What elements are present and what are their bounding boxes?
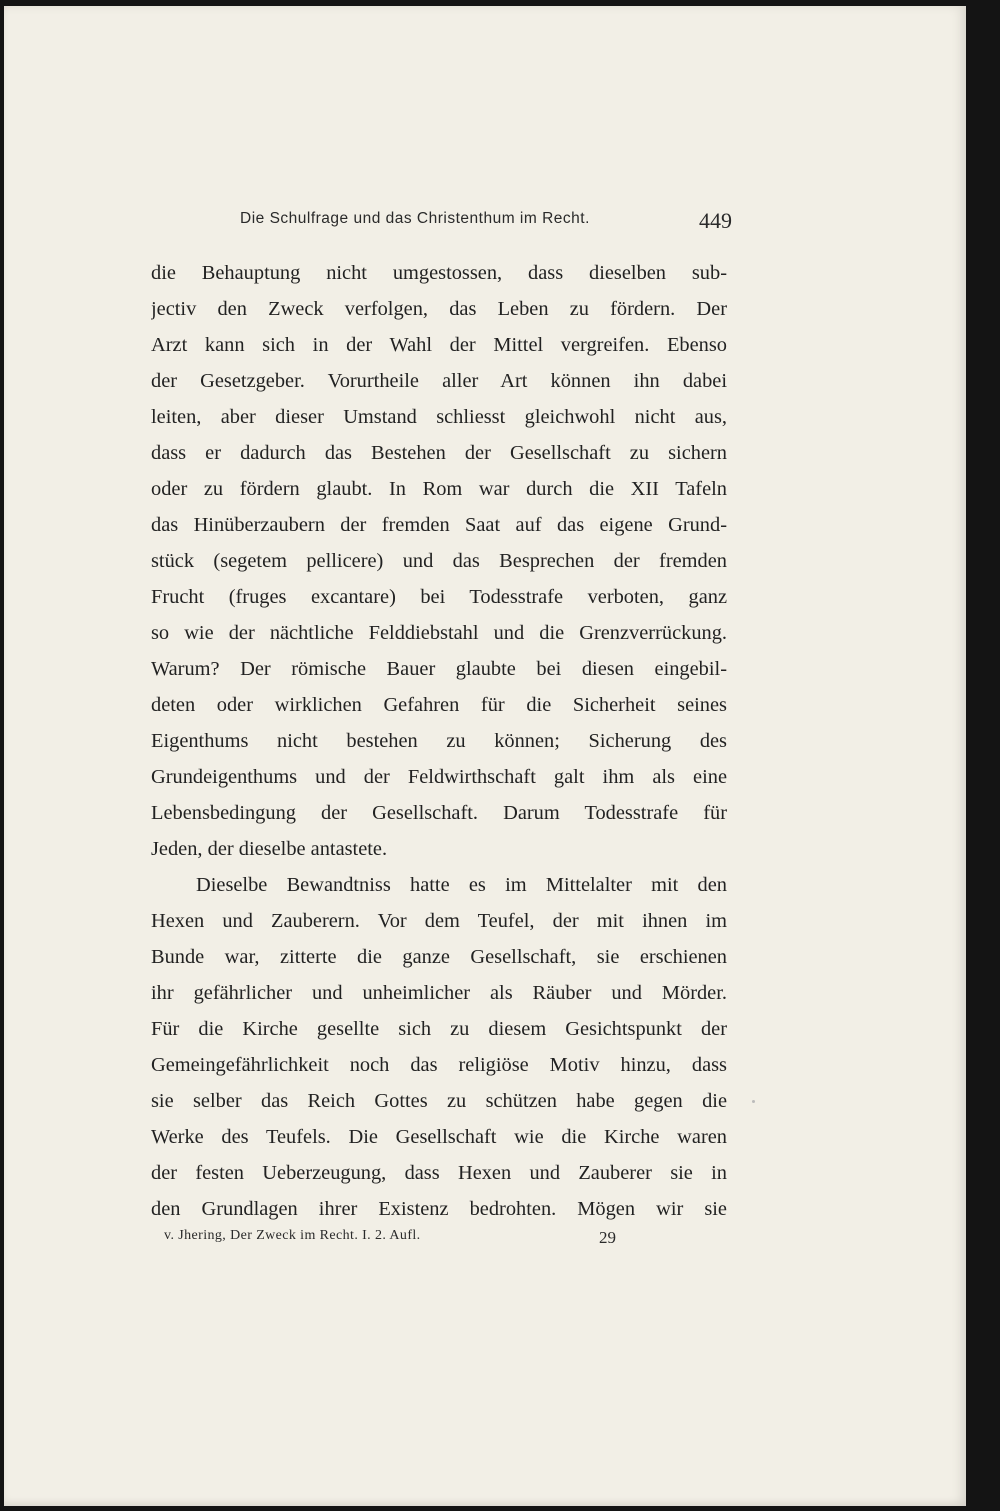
text-line: sie selber das Reich Gottes zu schützen habe gegen die	[151, 1090, 727, 1112]
page-number: 449	[699, 208, 732, 233]
text-line: so wie der nächtliche Felddiebstahl und die Grenzverrückung.	[151, 622, 727, 644]
text-line: Werke des Teufels. Die Gesellschaft wie die Kirche waren	[151, 1126, 727, 1148]
text-line: Frucht (fruges excantare) bei Todesstrafe verboten, ganz	[151, 586, 727, 608]
text-line: Grundeigenthums und der Feldwirthschaft galt ihm als eine	[151, 766, 727, 788]
text-line: oder zu fördern glaubt. In Rom war durch die XII Tafeln	[151, 478, 727, 500]
text-line: Eigenthums nicht bestehen zu können; Sicherung des	[151, 730, 727, 752]
text-line: Arzt kann sich in der Wahl der Mittel vergreifen. Ebenso	[151, 334, 727, 356]
text-line: deten oder wirklichen Gefahren für die Sicherheit seines	[151, 694, 727, 716]
text-line: Gemeingefährlichkeit noch das religiöse Motiv hinzu, dass	[151, 1054, 727, 1076]
text-line: Warum? Der römische Bauer glaubte bei diesen eingebil-	[151, 658, 727, 680]
text-line: ihr gefährlicher und unheimlicher als Räuber und Mörder.	[151, 982, 727, 1004]
running-title: Die Schulfrage und das Christenthum im Recht.	[240, 210, 590, 227]
signature-mark: 29	[599, 1228, 616, 1247]
text-line: der Gesetzgeber. Vorurtheile aller Art können ihn dabei	[151, 370, 727, 392]
text-line: der festen Ueberzeugung, dass Hexen und Zauberer sie in	[151, 1162, 727, 1184]
paper-speck	[752, 1100, 755, 1103]
book-reference: v. Jhering, Der Zweck im Recht. I. 2. Aufl.	[164, 1228, 421, 1243]
text-line: Hexen und Zauberern. Vor dem Teufel, der mit ihnen im	[151, 910, 727, 932]
text-line: den Grundlagen ihrer Existenz bedrohten. Mögen wir sie	[151, 1198, 727, 1220]
text-line: jectiv den Zweck verfolgen, das Leben zu fördern. Der	[151, 298, 727, 320]
page-header	[240, 208, 732, 236]
text-line: die Behauptung nicht umgestossen, dass dieselben sub-	[151, 262, 727, 284]
body-text	[151, 255, 727, 1227]
text-line: stück (segetem pellicere) und das Besprechen der fremden	[151, 550, 727, 572]
text-line: Bunde war, zitterte die ganze Gesellschaft, sie erschienen	[151, 946, 727, 968]
text-line: Lebensbedingung der Gesellschaft. Darum Todesstrafe für	[151, 802, 727, 824]
text-line: dass er dadurch das Bestehen der Gesellschaft zu sichern	[151, 442, 727, 464]
page-footer	[164, 1228, 624, 1252]
book-page	[4, 6, 966, 1506]
paragraph-end-line: Jeden, der dieselbe antastete.	[151, 838, 388, 860]
text-line: leiten, aber dieser Umstand schliesst gleichwohl nicht aus,	[151, 406, 727, 428]
text-line: das Hinüberzaubern der fremden Saat auf das eigene Grund-	[151, 514, 727, 536]
paragraph-start-line: Dieselbe Bewandtniss hatte es im Mittelalter mit den	[196, 874, 727, 896]
text-line: Für die Kirche gesellte sich zu diesem Gesichtspunkt der	[151, 1018, 727, 1040]
